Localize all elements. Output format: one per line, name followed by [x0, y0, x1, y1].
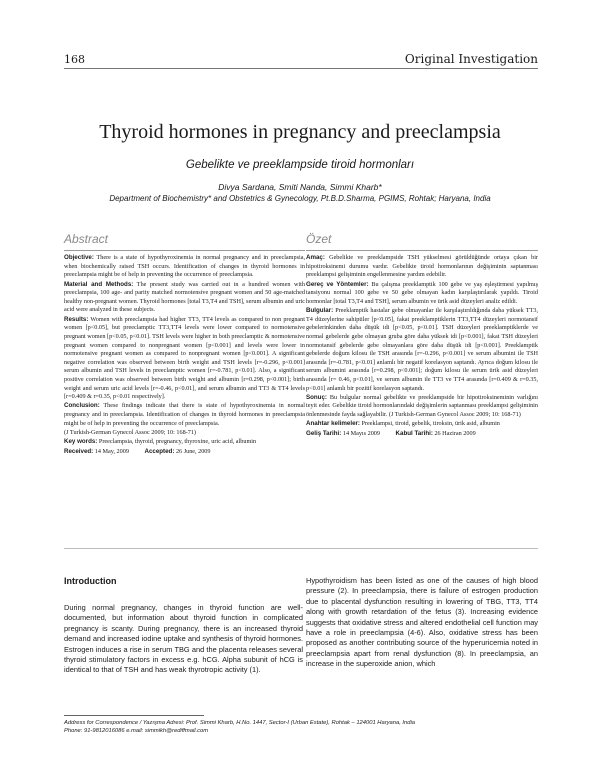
- article-subtitle: Gebelikte ve preeklampside tiroid hormonları: [185, 159, 415, 171]
- body-column-left: During normal pregnancy, changes in thyroid function are well-documented, but information about thyroid function in complicated pregnancy is scanty. During pregnancy, there is an increased thyroid demand and increased iodine uptake and synthesis of thyroid hormones. Estrogen induces a rise in serum TBG and the placenta releases several thyroid stimulatory factors in excess e.g. hCG. Alpha subunit of hCG is identical to that of TSH and has weak thyrotropic activity (1).: [64, 603, 303, 675]
- abstract-heading: Abstract: [64, 232, 109, 246]
- article-affiliation: Department of Biochemistry* and Obstetrics & Gynecology, Pt.B.D.Sharma, PGIMS, Rohtak; Haryana, India: [109, 194, 491, 203]
- ozet-keywords: Anahtar kelimeler: Preeklampsi, tiroid, gebelik, tiroksin, ürik asid, albumin: [306, 420, 500, 428]
- header-divider: [64, 68, 538, 69]
- abstract-keywords: Key words: Preeclampsia, thyroid, pregnancy, thyroxine, uric acid, albumin: [64, 438, 257, 446]
- page-number: 168: [64, 53, 85, 66]
- ozet-divider: [306, 250, 538, 251]
- ozet-amac: Amaç: Gebelikte ve preeklampside TSH yükselmesi görüldüğünde ortaya çıkan bir hipotiroksinemi durumu vardır. Gebelikte tiroid hormonlarının değişiminin saptanması preeklampsi gelişiminin engellenmesine yardım edebilir.: [306, 254, 538, 279]
- correspondence-footnote: Address for Correspondence / Yazışma Adresi: Prof. Simmi Kharb, H.No. 1447, Sector-I (Urban Estate), Rohtak – 124001 Haryana, India Phone: 91-9812016086 e.mail: simmikh@rediffmail.com: [64, 720, 415, 734]
- ozet-bulgular: Bulgular: Preeklamptik hastalar gebe olmayanlar ile karşılaştırıldığında daha yüksek TT3, T4 düzeylerine sahiptiler [p<0.05], fakat preeklamptiklerin TT3,TT4 düzeyleri normotansif gebelerinkinden daha düşük idi [p<0.05, p<0.01]. TSH düzeyleri preeklamptiklerde ve normal gebelerde gebe olmayan gruba göre daha yüksek idi [p<0.001], fakat TSH düzeyleri normotansif gebelerde gebe olmayanlara göre daha düşük idi [p<0.001]. Preeklamptik gebelerde doğum kilosu ile TSH arasında [r=-0.296, p<0.001] ve serum albumini ile TSH arasında [r=-0.781, p<0.01] anlamlı bir negatif korelasyon saptandı. Ayrıca doğum kilosu ile serum albumini arasında [r=0.298, p<0.001]; doğum kilosu ile serum ürik asid düzeyleri arasında [r= 0.46, p<0.01], ve serum albumin ile TT3 ve TT4 arasında [r=0.409 & r=0.35, p<0.01] anlamlı bir pozitif korelasyon saptandı.: [306, 307, 538, 392]
- abstract-dates: Received: 14 May, 2009 Accepted: 26 June, 2009: [64, 447, 211, 455]
- abstract-citation: (J Turkish-German Gynecol Assoc 2009; 10: 168-71): [64, 429, 196, 437]
- ozet-sonuc: Sonuç: Bu bulgular normal gebelikte ve preeklampside bir hipotiroksineminin varlığını teyit eder. Gebelikte tiroid hormonlarındaki değişimlerin saptanması preeklampsi gelişiminin önlenmesinde fayda sağlayabilir. (J Turkish-German Gynecol Assoc 2009; 10: 168-71): [306, 393, 538, 419]
- journal-section-label: Original Investigation: [404, 52, 538, 66]
- ozet-gerec: Gereç ve Yöntemler: Bu çalışma preeklamptik 100 gebe ve yaş eşleştirmesi yapılmış tansiyonu normal 100 gebe ve 50 gebe olmayan kadın karşılaştırılarak yapıldı. Tiroid hormonlar [total T3,T4 and TSH], serum albumin ve ürik asid düzeyleri analiz edildi.: [306, 280, 538, 305]
- abstract-divider: [64, 250, 305, 251]
- abstract-column: [64, 254, 305, 457]
- section-divider: [64, 548, 538, 549]
- footnote-divider: [64, 715, 204, 716]
- article-title: Thyroid hormones in pregnancy and preeclampsia: [99, 121, 501, 143]
- abstract-methods: Material and Methods: The present study was carried out in a hundred women with preeclampsia, 100 age- and parity matched normotensive pregnant women and 50 age-matched healthy non-pregnant women. Thyroid hormones [total T3,T4 and TSH], serum albumin and uric acid were analyzed in these subjects.: [64, 280, 305, 314]
- abstract-objective: Objective: There is a state of hypothyroxinemia in normal pregnancy and in preeclampsia, when biochemically raised TSH occurs. Identification of changes in thyroid hormones in preeclampsia might be of help in preventing the occurrence of preeclampsia.: [64, 254, 305, 279]
- abstract-conclusion: Conclusion: These findings indicate that there is state of hypothyroxinemia in normal pregnancy and in preeclampsia. Identification of changes in thyroid hormones in preeclampsia might be of help in preventing the occurrence of preeclampsia.: [64, 402, 305, 427]
- abstract-results: Results: Women with preeclampsia had higher TT3, TT4 levels as compared to non pregnant women [p<0.05], but preeclamptic TT3,TT4 levels were lower compared to normotensive pregnant women [p<0.05, p<0.01]. TSH levels were higher in both preeclamptic & normotensive pregnant women compared to nonpregnant women [p<0.001] and levels were lower in normotensive pregnant women as compared to nonpregnant women [p<0.001]. A significant negative correlation was observed between birth weight and TSH levels [r=-0.296, p<0.001] serum albumin and TSH levels in preeclamptic women [r=-0.781, p<0.01]. Also, a significant positive correlation was observed between birth weight and albumin [r=0.298, p<0.001]; birth weight and serum uric acid levels [r=-0.46, p<0.01], and serum albumin and TT3 & TT4 levels [r=0.409 & r=0.35, p<0.01 respectively].: [64, 315, 305, 401]
- ozet-column: [306, 254, 538, 439]
- body-column-right: Hypothyroidism has been listed as one of the causes of high blood pressure (2). In preeclampsia, there is failure of estrogen production due to placental dysfunction resulting in lowering of TBG, TT3, TT4 along with growth retardation of the fetus (3). Increasing evidence suggests that oxidative stress and altered endothelial cell function may have a role in preeclampsia (4-6). Also, oxidative stress has been proposed as another contributing source of the hyperuricemia noted in preeclampsia apart from renal dysfunction (8). In preeclampsia, an increase in the superoxide anion, which: [306, 576, 538, 669]
- ozet-heading: Özet: [306, 232, 332, 246]
- introduction-heading: Introduction: [64, 576, 117, 586]
- ozet-dates: Geliş Tarihi: 14 Mayıs 2009 Kabul Tarihi: 26 Haziran 2009: [306, 429, 476, 437]
- article-authors: Divya Sardana, Smiti Nanda, Simmi Kharb*: [218, 182, 382, 192]
